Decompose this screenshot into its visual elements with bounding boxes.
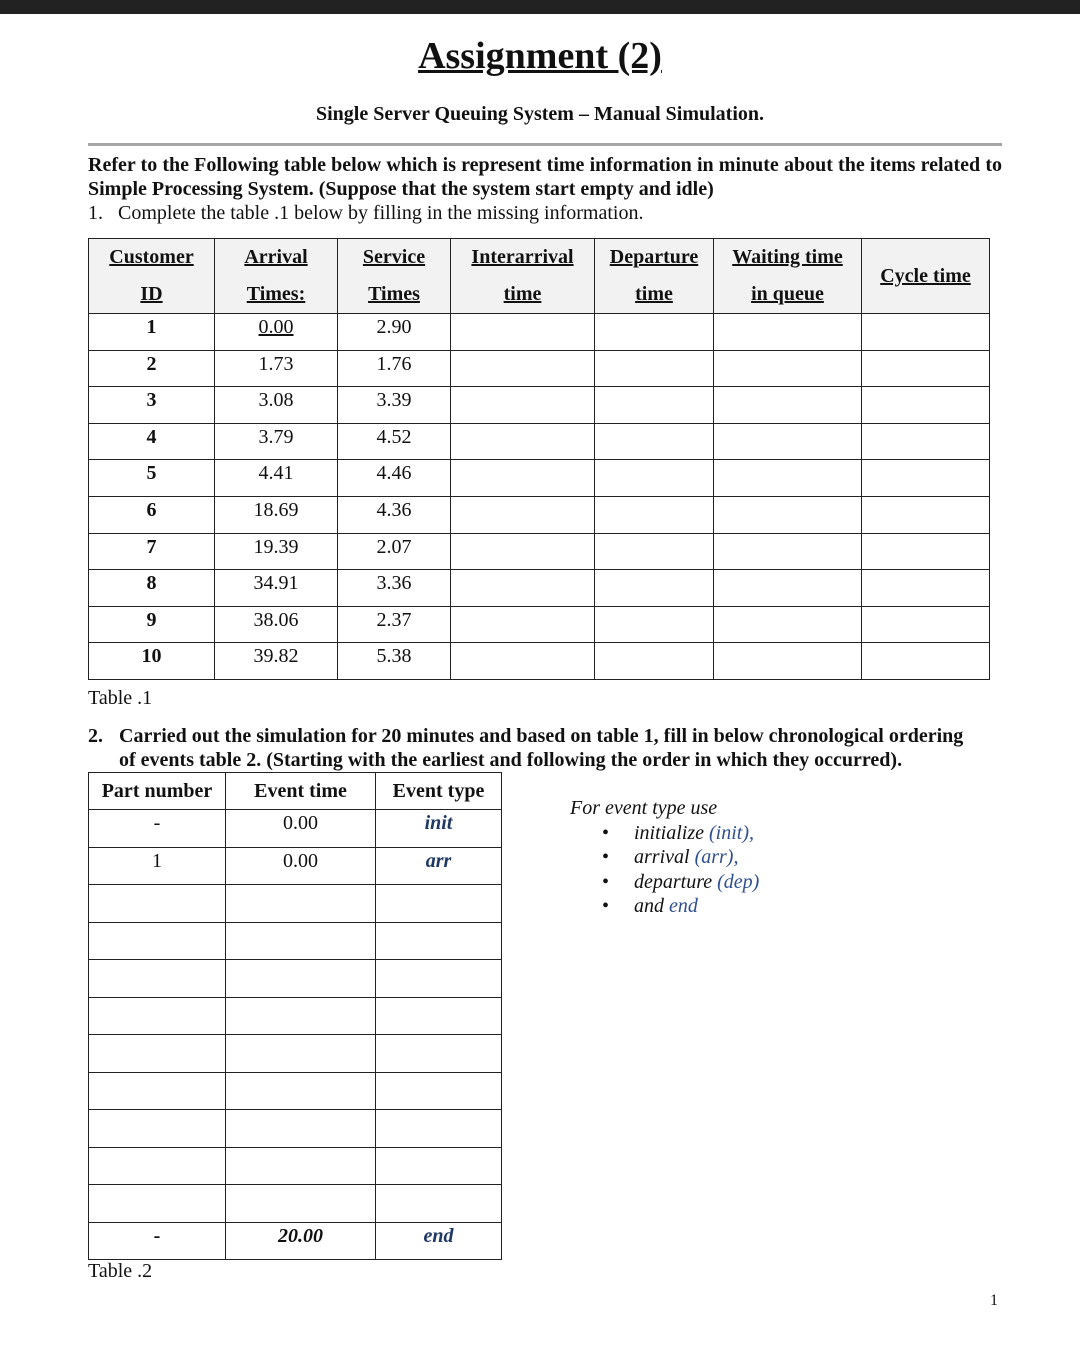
part-number-input-cell[interactable]: [89, 1110, 226, 1148]
customer-id-cell: 8: [89, 570, 215, 607]
table-row: [89, 847, 502, 885]
service-cell: 2.90: [338, 314, 451, 351]
part-number-input-cell[interactable]: [89, 885, 226, 923]
service-cell: 4.36: [338, 496, 451, 533]
customer-id-cell: 3: [89, 387, 215, 424]
table-row: [89, 997, 502, 1035]
cycle-input-cell[interactable]: [862, 350, 990, 387]
arrival-cell: 3.79: [215, 423, 338, 460]
customer-id-cell: 1: [89, 314, 215, 351]
arrival-cell: 4.41: [215, 460, 338, 497]
part-number-input-cell[interactable]: [89, 1072, 226, 1110]
interarrival-input-cell[interactable]: [451, 423, 595, 460]
event-time-input-cell[interactable]: [226, 1185, 376, 1223]
event-type-input-cell[interactable]: [376, 885, 502, 923]
departure-input-cell[interactable]: [595, 606, 714, 643]
cycle-input-cell[interactable]: [862, 314, 990, 351]
service-cell: 5.38: [338, 643, 451, 680]
header-event-time: Event time: [226, 773, 376, 810]
list-item: • arrival (arr),: [634, 845, 759, 870]
part-number-input-cell[interactable]: [89, 1147, 226, 1185]
table-row: [89, 885, 502, 923]
table-1-caption: Table .1: [88, 687, 153, 709]
question-2-line-2: of events table 2. (Starting with the earliest and following the order in which they occurred).: [119, 749, 903, 771]
arrival-cell: 3.08: [215, 387, 338, 424]
arrival-cell: 19.39: [215, 533, 338, 570]
customer-id-cell: 10: [89, 643, 215, 680]
departure-input-cell[interactable]: [595, 643, 714, 680]
arrival-cell: 0.00: [215, 314, 338, 351]
header-customer-id: Customer ID: [89, 239, 215, 314]
waiting-input-cell[interactable]: [714, 496, 862, 533]
cycle-input-cell[interactable]: [862, 643, 990, 680]
interarrival-input-cell[interactable]: [451, 460, 595, 497]
table-row: [89, 570, 990, 607]
customer-id-cell: 2: [89, 350, 215, 387]
departure-input-cell[interactable]: [595, 387, 714, 424]
event-type-input-cell[interactable]: [376, 1110, 502, 1148]
table-row: [89, 810, 502, 848]
event-type-input-cell[interactable]: [376, 1072, 502, 1110]
table-1: [88, 238, 990, 680]
table-row: [89, 314, 990, 351]
departure-input-cell[interactable]: [595, 423, 714, 460]
table-row: [89, 1185, 502, 1223]
event-type-legend: [570, 796, 759, 919]
header-interarrival-time: Interarrival time: [451, 239, 595, 314]
event-time-input-cell[interactable]: [226, 1110, 376, 1148]
event-type-cell: init: [376, 810, 502, 848]
cycle-input-cell[interactable]: [862, 533, 990, 570]
top-bar: [0, 0, 1080, 14]
table-row: [89, 922, 502, 960]
event-time-input-cell[interactable]: [226, 922, 376, 960]
part-number-input-cell[interactable]: [89, 1185, 226, 1223]
legend-heading: For event type use: [570, 797, 718, 819]
table-row: [89, 533, 990, 570]
question-1: [88, 201, 643, 225]
waiting-input-cell[interactable]: [714, 423, 862, 460]
part-number-cell: -: [89, 1222, 226, 1260]
part-number-cell: 1: [89, 847, 226, 885]
interarrival-input-cell[interactable]: [451, 643, 595, 680]
table-row: [89, 350, 990, 387]
event-time-input-cell[interactable]: [226, 1035, 376, 1073]
event-type-cell: arr: [376, 847, 502, 885]
header-cycle-time: Cycle time: [862, 239, 990, 314]
interarrival-input-cell[interactable]: [451, 314, 595, 351]
service-cell: 1.76: [338, 350, 451, 387]
arrival-cell: 1.73: [215, 350, 338, 387]
departure-input-cell[interactable]: [595, 314, 714, 351]
interarrival-input-cell[interactable]: [451, 350, 595, 387]
cycle-input-cell[interactable]: [862, 570, 990, 607]
table-row: [89, 460, 990, 497]
interarrival-input-cell[interactable]: [451, 533, 595, 570]
waiting-input-cell[interactable]: [714, 606, 862, 643]
event-time-input-cell[interactable]: [226, 885, 376, 923]
intro-paragraph: Refer to the Following table below which is represent time information in minute about the items related to Simple Processing System. (Suppose that the system start empty and idle): [88, 154, 1002, 200]
question-2-line-1: Carried out the simulation for 20 minutes and based on table 1, fill in below chronological ordering: [119, 725, 964, 747]
interarrival-input-cell[interactable]: [451, 606, 595, 643]
table-row: [89, 606, 990, 643]
event-time-cell: 0.00: [226, 810, 376, 848]
event-time-input-cell[interactable]: [226, 1072, 376, 1110]
waiting-input-cell[interactable]: [714, 387, 862, 424]
departure-input-cell[interactable]: [595, 460, 714, 497]
table-row: [89, 387, 990, 424]
waiting-input-cell[interactable]: [714, 460, 862, 497]
service-cell: 2.37: [338, 606, 451, 643]
legend-list: [570, 821, 759, 919]
arrival-cell: 18.69: [215, 496, 338, 533]
page-subtitle: Single Server Queuing System – Manual Simulation.: [315, 103, 764, 125]
table-2-caption: Table .2: [88, 1260, 153, 1282]
table-row: [89, 423, 990, 460]
header-arrival-times: Arrival Times:: [215, 239, 338, 314]
waiting-input-cell[interactable]: [714, 570, 862, 607]
interarrival-input-cell[interactable]: [451, 496, 595, 533]
service-cell: 3.36: [338, 570, 451, 607]
list-item: • departure (dep): [634, 870, 759, 895]
event-type-input-cell[interactable]: [376, 1035, 502, 1073]
part-number-input-cell[interactable]: [89, 960, 226, 998]
event-time-cell: 20.00: [226, 1222, 376, 1260]
list-item: • initialize (init),: [634, 821, 759, 846]
waiting-input-cell[interactable]: [714, 533, 862, 570]
service-cell: 3.39: [338, 387, 451, 424]
question-2: [88, 724, 1002, 772]
customer-id-cell: 9: [89, 606, 215, 643]
cycle-input-cell[interactable]: [862, 423, 990, 460]
page-number: 1: [990, 1292, 998, 1309]
page-title: Assignment (2): [418, 35, 662, 77]
departure-input-cell[interactable]: [595, 350, 714, 387]
header-waiting-time: Waiting time in queue: [714, 239, 862, 314]
departure-input-cell[interactable]: [595, 570, 714, 607]
part-number-input-cell[interactable]: [89, 1035, 226, 1073]
arrival-cell: 38.06: [215, 606, 338, 643]
cycle-input-cell[interactable]: [862, 387, 990, 424]
customer-id-cell: 5: [89, 460, 215, 497]
table-row: [89, 643, 990, 680]
event-type-input-cell[interactable]: [376, 997, 502, 1035]
question-2-number: 2.: [88, 725, 103, 747]
question-1-text: Complete the table .1 below by filling in the missing information.: [118, 202, 644, 224]
departure-input-cell[interactable]: [595, 533, 714, 570]
event-time-input-cell[interactable]: [226, 960, 376, 998]
header-service-times: Service Times: [338, 239, 451, 314]
customer-id-cell: 4: [89, 423, 215, 460]
event-type-cell: end: [376, 1222, 502, 1260]
cycle-input-cell[interactable]: [862, 496, 990, 533]
event-time-cell: 0.00: [226, 847, 376, 885]
service-cell: 4.52: [338, 423, 451, 460]
table-row: [89, 1035, 502, 1073]
service-cell: 4.46: [338, 460, 451, 497]
table-2: [88, 772, 502, 1260]
cycle-input-cell[interactable]: [862, 460, 990, 497]
customer-id-cell: 6: [89, 496, 215, 533]
header-part-number: Part number: [89, 773, 226, 810]
header-departure-time: Departure time: [595, 239, 714, 314]
part-number-cell: -: [89, 810, 226, 848]
departure-input-cell[interactable]: [595, 496, 714, 533]
waiting-input-cell[interactable]: [714, 314, 862, 351]
waiting-input-cell[interactable]: [714, 350, 862, 387]
event-type-input-cell[interactable]: [376, 1147, 502, 1185]
table-row: [89, 1110, 502, 1148]
event-type-input-cell[interactable]: [376, 1185, 502, 1223]
arrival-cell: 34.91: [215, 570, 338, 607]
table-row: [89, 1222, 502, 1260]
question-1-number: 1.: [88, 202, 103, 224]
interarrival-input-cell[interactable]: [451, 387, 595, 424]
customer-id-cell: 7: [89, 533, 215, 570]
event-type-input-cell[interactable]: [376, 922, 502, 960]
header-event-type: Event type: [376, 773, 502, 810]
cycle-input-cell[interactable]: [862, 606, 990, 643]
interarrival-input-cell[interactable]: [451, 570, 595, 607]
event-time-input-cell[interactable]: [226, 997, 376, 1035]
waiting-input-cell[interactable]: [714, 643, 862, 680]
service-cell: 2.07: [338, 533, 451, 570]
arrival-cell: 39.82: [215, 643, 338, 680]
divider: [88, 143, 1002, 146]
table-row: [89, 1072, 502, 1110]
event-type-input-cell[interactable]: [376, 960, 502, 998]
part-number-input-cell[interactable]: [89, 997, 226, 1035]
table-row: [89, 960, 502, 998]
list-item: • and end: [634, 894, 759, 919]
table-row: [89, 496, 990, 533]
table-row: [89, 1147, 502, 1185]
event-time-input-cell[interactable]: [226, 1147, 376, 1185]
part-number-input-cell[interactable]: [89, 922, 226, 960]
